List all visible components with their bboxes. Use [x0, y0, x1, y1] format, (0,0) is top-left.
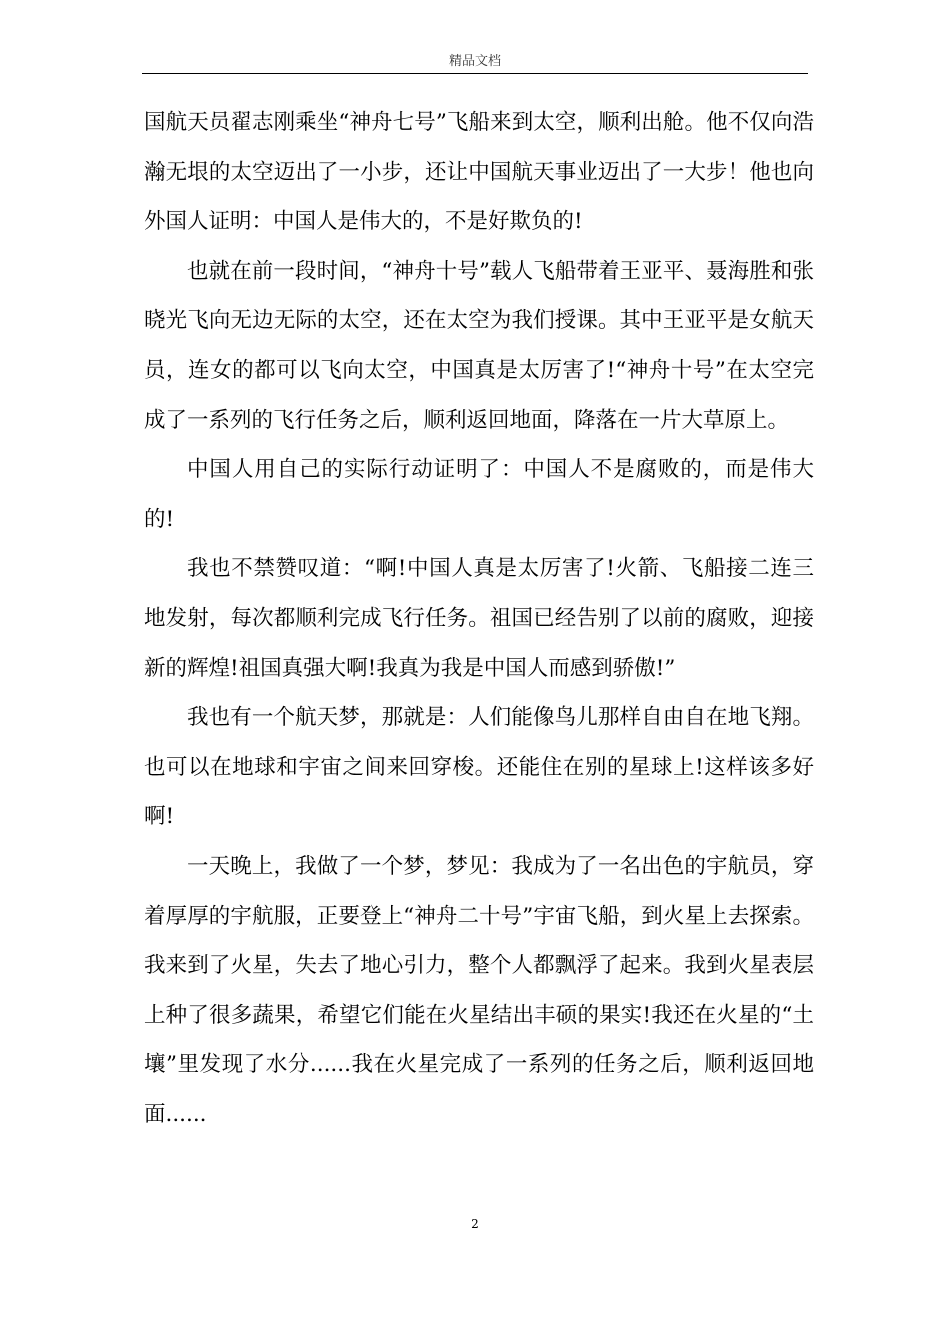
paragraph-1: 国航天员翟志刚乘坐“神舟七号”飞船来到太空，顺利出舱。他不仅向浩瀚无垠的太空迈出了一小步，还让中国航天事业迈出了一大步！他也向外国人证明：中国人是伟大的，不是好欺负的!: [144, 110, 814, 235]
paragraph-2: 也就在前一段时间，“神舟十号”载人飞船带着王亚平、聂海胜和张晓光飞向无边无际的太空，还在太空为我们授课。其中王亚平是女航天员，连女的都可以飞向太空，中国真是太厉害了!“神舟十号”在太空完成了一系列的飞行任务之后，顺利返回地面，降落在一片大草原上。: [144, 258, 814, 433]
paragraph-5: 我也有一个航天梦，那就是：人们能像鸟儿那样自由自在地飞翔。也可以在地球和宇宙之间来回穿梭。还能住在别的星球上!这样该多好啊!: [144, 705, 814, 830]
page-header: 精品文档: [448, 54, 501, 69]
paragraph-6: 一天晚上，我做了一个梦，梦见：我成为了一名出色的宇航员，穿着厚厚的宇航服，正要登上“神舟二十号”宇宙飞船，到火星上去探索。我来到了火星，失去了地心引力，整个人都飘浮了起来。我到火星表层上种了很多蔬果，希望它们能在火星结出丰硕的果实!我还在火星的“土壤”里发现了水分......我在火星完成了一系列的任务之后，顺利返回地面......: [144, 853, 814, 1127]
header-rule: [142, 73, 808, 74]
paragraph-3: 中国人用自己的实际行动证明了：中国人不是腐败的，而是伟大的!: [144, 457, 814, 532]
page-number: 2: [471, 1217, 479, 1231]
paragraph-4: 我也不禁赞叹道：“啊!中国人真是太厉害了!火箭、飞船接二连三地发射，每次都顺利完成飞行任务。祖国已经告别了以前的腐败，迎接新的辉煌!祖国真强大啊!我真为我是中国人而感到骄傲!”: [144, 556, 814, 681]
document-body: [144, 98, 814, 1139]
